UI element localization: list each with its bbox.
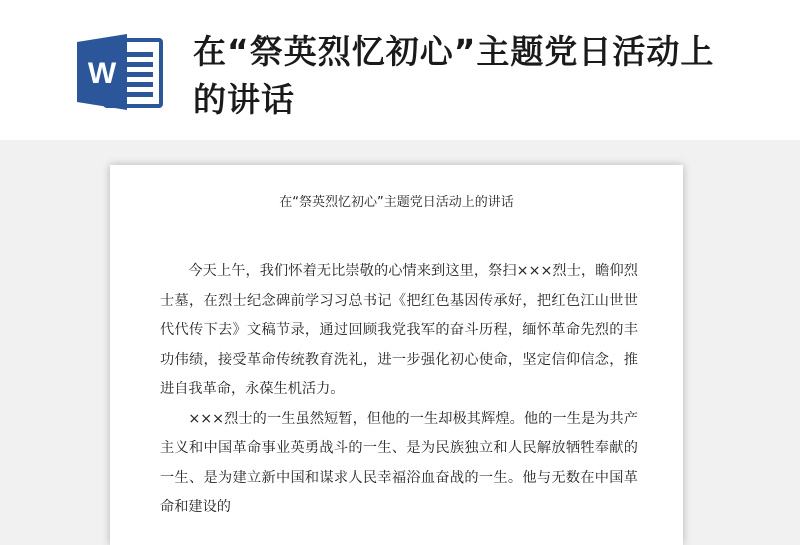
word-icon (75, 34, 165, 110)
page-heading: 在“祭英烈忆初心”主题党日活动上的讲话 (279, 195, 514, 210)
paragraph-2: ×××烈士的一生虽然短暂，但他的一生却极其辉煌。他的一生是为共产主义和中国革命事业英勇战斗的一生、是为民族独立和人民解放牺牲奉献的一生、是为建立新中国和谋求人民幸福浴血奋战的一生。他与无数在中国革命和建设的 (160, 410, 638, 515)
header-banner (0, 0, 800, 140)
page-body (160, 257, 638, 523)
word-icon-letter: W (87, 57, 117, 90)
document-page (110, 165, 683, 545)
document-title: 在“祭英烈忆初心”主题党日活动上的讲话 (193, 32, 715, 119)
paragraph-1: 今天上午，我们怀着无比崇敬的心情来到这里，祭扫×××烈士，瞻仰烈士墓，在烈士纪念碑前学习习总书记《把红色基因传承好，把红色江山世世代代传下去》文稿节录，通过回顾我党我军的奋斗历程，缅怀革命先烈的丰功伟绩，接受革命传统教育洗礼，进一步强化初心使命，坚定信仰信念，推进自我革命，永葆生机活力。 (160, 263, 638, 397)
